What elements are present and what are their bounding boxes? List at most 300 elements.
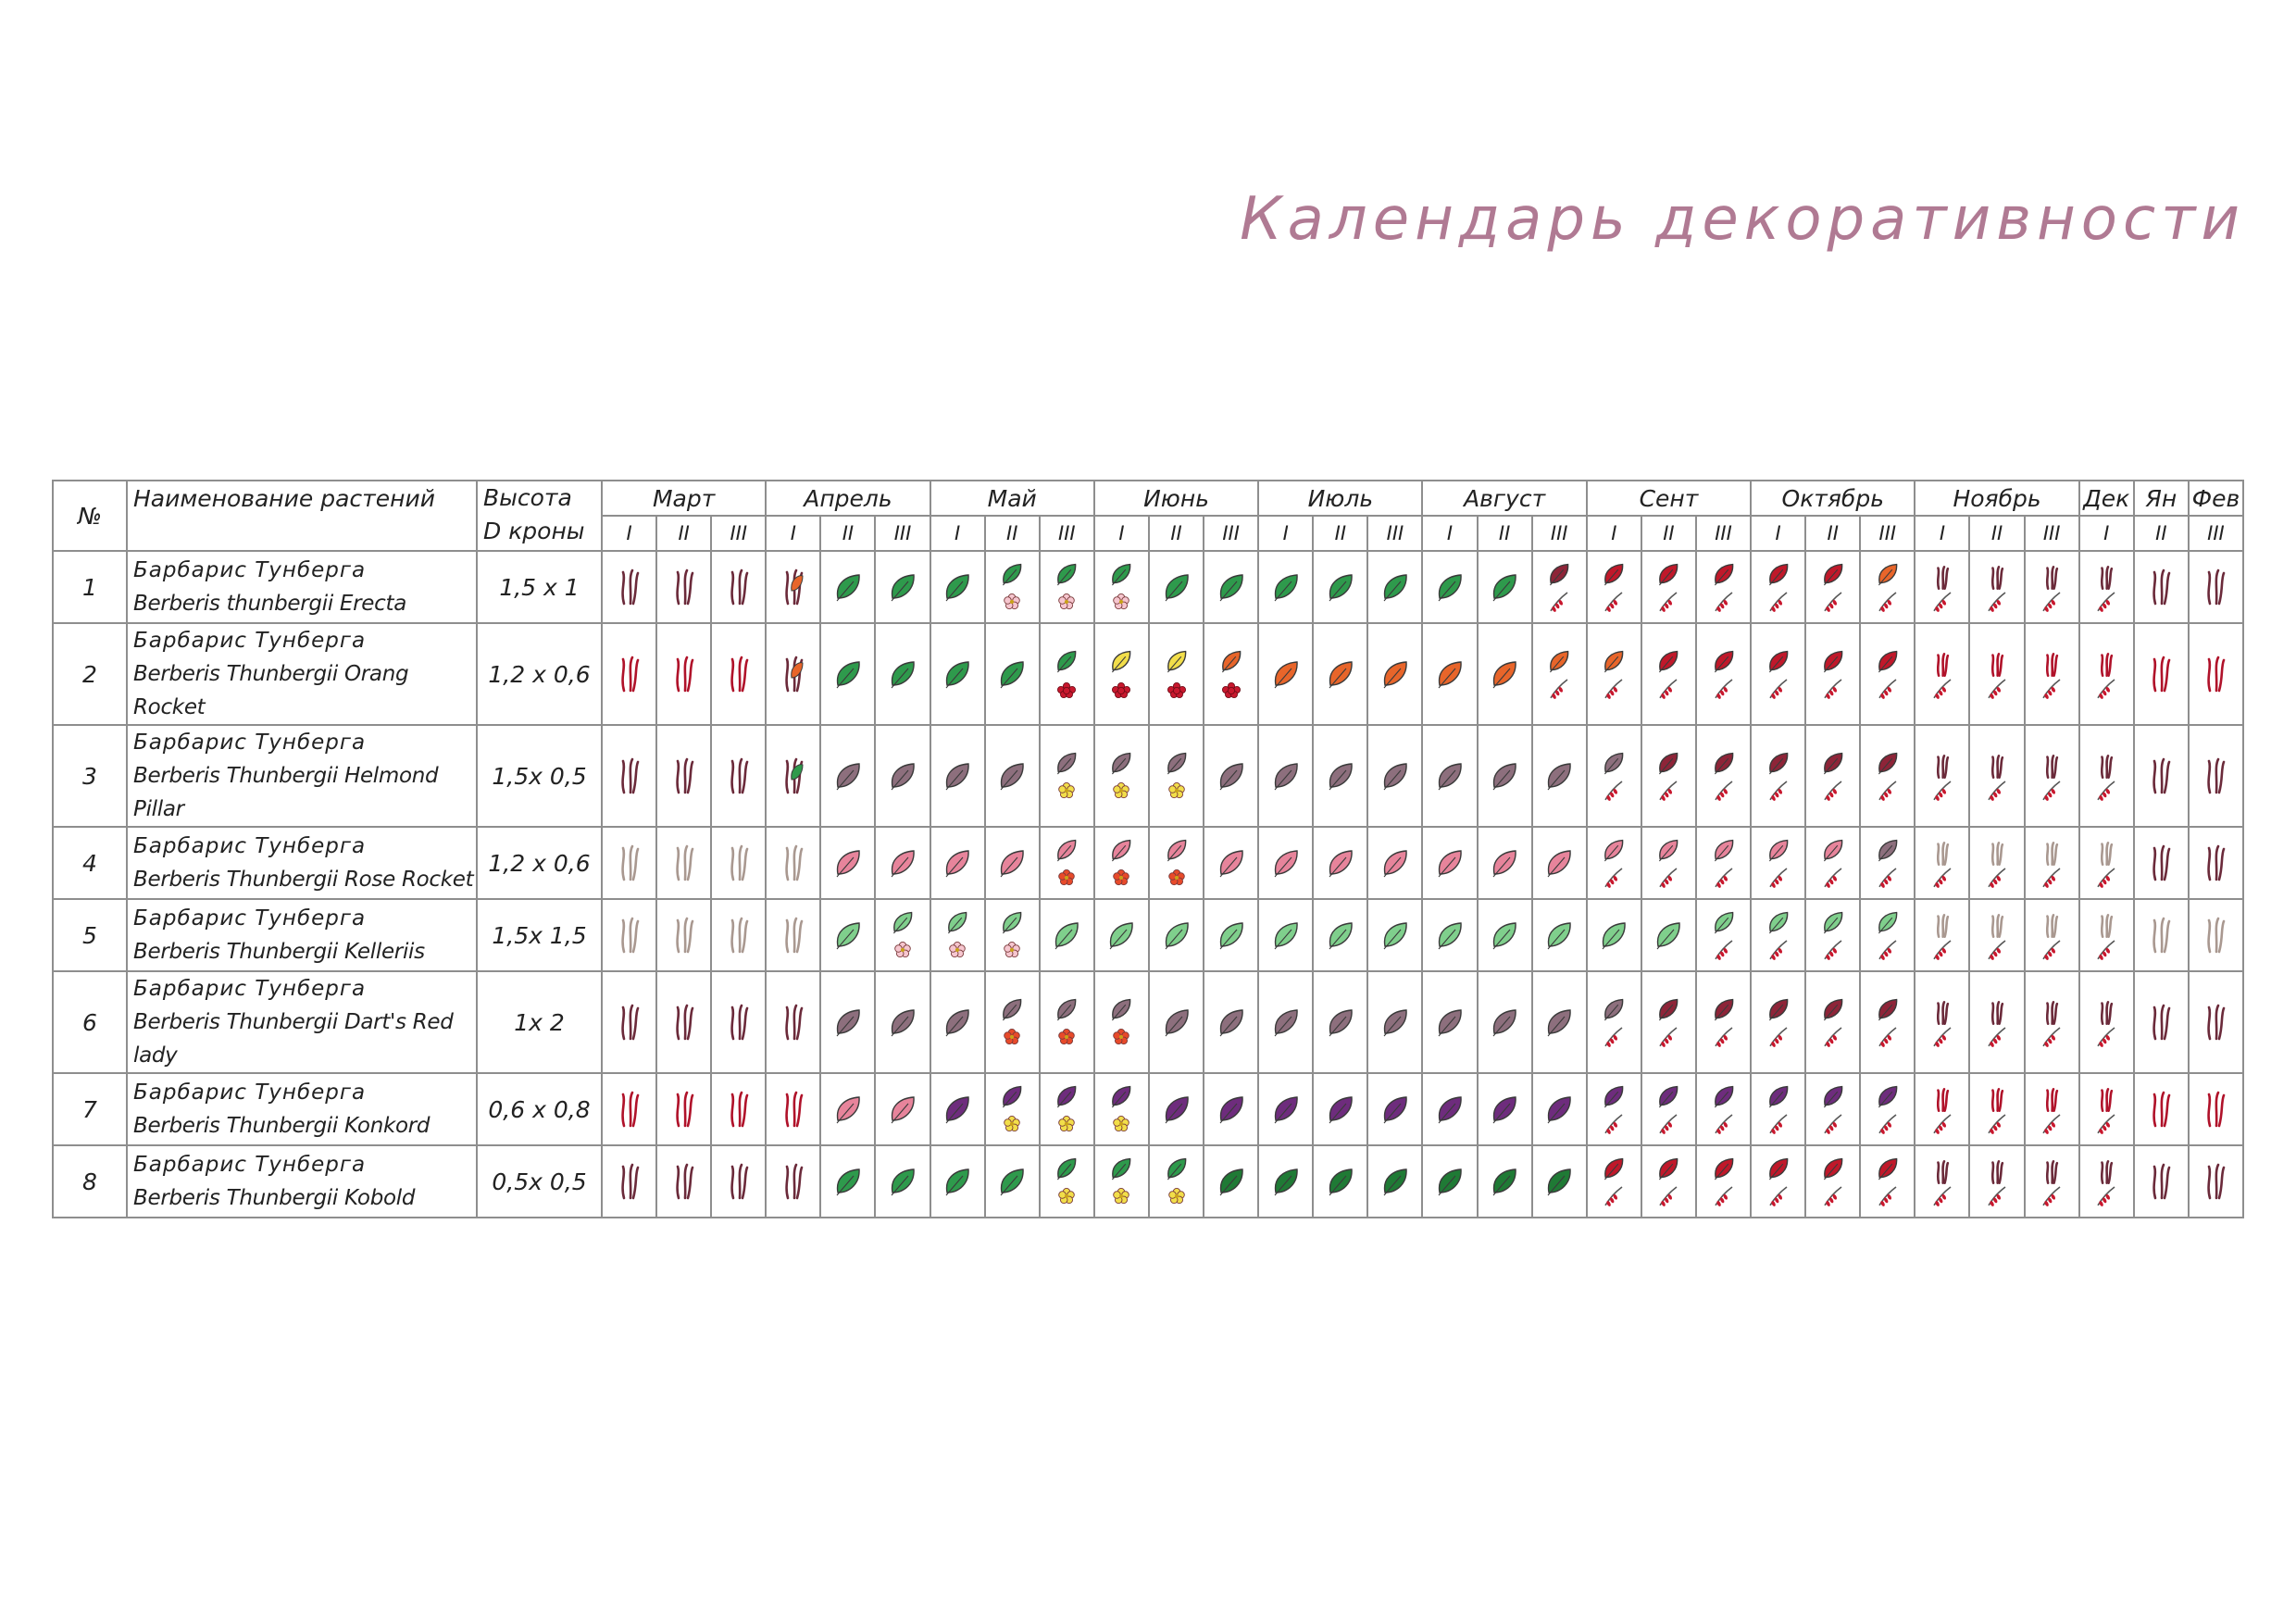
leaf-mark	[1440, 764, 1462, 787]
symbol-leaf	[946, 764, 968, 790]
branch-mark	[786, 846, 801, 880]
decade-cell	[1204, 1073, 1258, 1145]
decade-cell	[656, 1145, 711, 1218]
decade-cell	[1204, 971, 1258, 1073]
decade-cell	[1751, 551, 1805, 623]
symbol-leaf_twig	[1878, 913, 1896, 961]
plant-name-cell	[127, 971, 477, 1073]
symbol-leaf_twig	[1878, 841, 1896, 889]
leaf-mark	[1004, 565, 1021, 583]
symbol-twig	[1989, 1161, 2005, 1206]
decade-cell	[1367, 971, 1422, 1073]
decade-cell	[1860, 551, 1915, 623]
header-decade: I	[1094, 516, 1149, 551]
decade-symbol	[1205, 1076, 1257, 1143]
decade-cell	[985, 725, 1040, 827]
symbol-leaf	[1110, 923, 1132, 949]
symbol-leaf_twig	[1715, 1159, 1732, 1207]
symbol-leaf	[892, 662, 914, 688]
symbol-leaf_flower	[1004, 1087, 1021, 1131]
branch-mark	[2102, 756, 2112, 777]
leaf-mark	[1384, 1169, 1406, 1193]
leaf-mark	[947, 575, 969, 598]
leaf-mark	[892, 1169, 915, 1193]
symbol-leaf_twig	[1715, 565, 1732, 613]
symbol-leaf_twig	[1715, 652, 1732, 700]
decade-symbol	[1971, 554, 2023, 620]
decade-symbol	[713, 830, 765, 896]
decade-cell	[1422, 551, 1477, 623]
decade-symbol	[931, 830, 983, 896]
decade-symbol	[877, 641, 929, 707]
plant-name-cell	[127, 1145, 477, 1218]
plant-name-latin: Berberis Thunbergii Rose Rocket	[133, 868, 474, 892]
symbol-bare	[786, 1165, 801, 1198]
decade-cell	[1367, 1073, 1422, 1145]
leaf-mark	[947, 1097, 969, 1120]
decade-symbol	[2190, 1148, 2241, 1215]
leaf-mark	[1879, 1000, 1897, 1018]
decade-cell	[1696, 551, 1751, 623]
decade-symbol	[713, 554, 765, 620]
branch-mark	[2209, 657, 2224, 691]
decade-cell	[875, 899, 930, 971]
decade-cell	[1587, 725, 1641, 827]
symbol-leaf_twig	[1660, 565, 1678, 613]
table-row	[53, 971, 2243, 1073]
branch-mark	[731, 1093, 746, 1126]
decade-cell	[711, 623, 766, 725]
symbol-leaf_twig	[1660, 1000, 1678, 1048]
decade-symbol	[2135, 989, 2187, 1056]
decade-symbol	[1315, 1076, 1366, 1143]
branch-mark	[2102, 1161, 2112, 1182]
symbol-twig	[2043, 915, 2060, 960]
berries-mark	[1222, 682, 1240, 697]
decade-cell	[1915, 827, 1969, 899]
symbol-leaf	[1275, 662, 1297, 688]
decade-cell	[2134, 971, 2189, 1073]
decade-cell	[2079, 1145, 2134, 1218]
decade-cell	[1204, 1145, 1258, 1218]
flower-mark	[1059, 1188, 1075, 1203]
leaf-mark	[892, 1097, 915, 1120]
decade-cell	[930, 1073, 985, 1145]
plant-name-russian: Барбарис Тунберга	[133, 906, 367, 931]
symbol-leaf	[1548, 1010, 1570, 1036]
leaf-mark	[1494, 662, 1516, 685]
symbol-leaf	[1220, 923, 1242, 949]
decade-cell	[1149, 899, 1204, 971]
leaf-mark	[1879, 652, 1897, 670]
symbol-leaf	[1439, 662, 1461, 688]
decade-cell	[1532, 725, 1587, 827]
decade-cell	[875, 827, 930, 899]
header-month: Апрель	[766, 481, 930, 516]
decade-cell	[1915, 1073, 1969, 1145]
decade-symbol	[2135, 830, 2187, 896]
decade-symbol	[877, 830, 929, 896]
plant-name-russian: Барбарис Тунберга	[133, 558, 367, 582]
decade-cell	[930, 551, 985, 623]
header-decade: I	[1587, 516, 1641, 551]
symbol-leaf	[1493, 923, 1516, 949]
leaf-mark	[1769, 1159, 1787, 1178]
symbol-bare	[622, 1165, 637, 1198]
leaf-mark	[1004, 1087, 1021, 1106]
symbol-leaf	[1439, 1010, 1461, 1036]
plant-name-cell	[127, 725, 477, 827]
decade-symbol	[713, 743, 765, 809]
leaf-mark	[1384, 1010, 1406, 1033]
leaf-mark	[1329, 575, 1352, 598]
decade-cell	[1422, 827, 1477, 899]
symbol-bare	[786, 918, 801, 952]
decade-symbol	[931, 641, 983, 707]
symbol-leaf_flower	[1167, 841, 1185, 885]
symbol-leaf	[946, 662, 968, 688]
decade-cell	[1915, 1145, 1969, 1218]
decade-symbol	[1041, 743, 1092, 809]
leaf-mark	[892, 662, 915, 685]
header-decade: II	[656, 516, 711, 551]
decade-cell	[711, 899, 766, 971]
symbol-leaf_twig	[1878, 565, 1896, 613]
decade-symbol	[1642, 641, 1694, 707]
branch-mark	[731, 1165, 746, 1198]
decade-symbol	[658, 902, 710, 968]
decade-symbol	[986, 554, 1038, 620]
decade-cell	[1149, 623, 1204, 725]
decade-symbol	[1862, 743, 1914, 809]
decade-symbol	[1315, 989, 1366, 1056]
plant-name-russian: Барбарис Тунберга	[133, 834, 367, 858]
header-month: Август	[1422, 481, 1586, 516]
symbol-twig	[2098, 1002, 2115, 1047]
decade-cell	[1696, 1145, 1751, 1218]
branch-mark	[622, 846, 637, 880]
decade-symbol	[1971, 830, 2023, 896]
decade-cell	[711, 551, 766, 623]
decade-cell	[711, 1073, 766, 1145]
decade-symbol	[931, 1148, 983, 1215]
header-decade: I	[1422, 516, 1477, 551]
decade-cell	[2134, 725, 2189, 827]
branch-mark	[2102, 915, 2112, 936]
symbol-leaf	[1166, 1010, 1188, 1036]
decade-symbol	[877, 989, 929, 1056]
decade-cell	[1094, 623, 1149, 725]
leaf-mark	[837, 851, 859, 874]
decade-cell	[1641, 971, 1696, 1073]
leaf-mark	[1605, 754, 1623, 772]
symbol-leaf_twig	[1605, 1000, 1623, 1048]
flower-mark	[1114, 1029, 1129, 1043]
decade-symbol	[1971, 989, 2023, 1056]
symbol-leaf_twig	[1878, 1000, 1896, 1048]
symbol-leaf	[946, 1169, 968, 1195]
leaf-mark	[1660, 841, 1678, 859]
decade-cell	[1422, 1073, 1477, 1145]
symbol-bare	[677, 846, 692, 880]
leaf-mark	[1440, 1097, 1462, 1120]
decade-symbol	[1862, 1076, 1914, 1143]
symbol-leaf	[1548, 1169, 1570, 1195]
decade-cell	[1587, 827, 1641, 899]
decade-symbol	[1151, 743, 1203, 809]
symbol-leaf_flower	[893, 913, 911, 957]
symbol-leaf	[946, 1010, 968, 1036]
decade-cell	[820, 971, 875, 1073]
symbol-leaf_flower	[1004, 565, 1021, 609]
leaf-mark	[1551, 652, 1568, 670]
flower-mark	[1114, 869, 1129, 884]
decade-cell	[820, 1145, 875, 1218]
symbol-leaf	[1001, 662, 1023, 688]
branch-mark	[731, 1006, 746, 1039]
symbol-leaf	[1384, 923, 1406, 949]
symbol-leaf	[1275, 1097, 1297, 1123]
branch-mark	[1938, 1089, 1948, 1110]
symbol-leaf_flower	[1113, 1087, 1130, 1131]
flower-mark	[1114, 782, 1129, 797]
decade-symbol	[1807, 830, 1859, 896]
leaf-mark	[1605, 1000, 1623, 1018]
leaf-mark	[1715, 1159, 1732, 1178]
leaf-mark	[1384, 662, 1406, 685]
decade-symbol	[1753, 1076, 1804, 1143]
leaf-mark	[1166, 575, 1188, 598]
leaf-mark	[1715, 652, 1732, 670]
decade-cell	[820, 1073, 875, 1145]
header-decade: III	[1204, 516, 1258, 551]
symbol-leaf	[1493, 1010, 1516, 1036]
decade-cell	[1313, 725, 1367, 827]
leaf-mark	[1825, 1000, 1842, 1018]
decade-cell	[766, 725, 820, 827]
decade-cell	[875, 1145, 930, 1218]
decade-symbol	[1533, 743, 1585, 809]
leaf-mark	[1440, 1169, 1462, 1193]
branch-mark	[622, 570, 637, 604]
decade-symbol	[1479, 902, 1530, 968]
decade-symbol	[1424, 743, 1476, 809]
header-decade: II	[1641, 516, 1696, 551]
decade-symbol	[1533, 1076, 1585, 1143]
decade-symbol	[767, 830, 819, 896]
decade-symbol	[1095, 554, 1147, 620]
decade-cell	[1532, 551, 1587, 623]
decade-cell	[1422, 623, 1477, 725]
decade-symbol	[1588, 830, 1640, 896]
leaf-mark	[1494, 851, 1516, 874]
symbol-leaf	[1220, 851, 1242, 877]
leaf-mark	[1549, 851, 1571, 874]
decade-cell	[1751, 899, 1805, 971]
decade-symbol	[1205, 641, 1257, 707]
branch-mark	[786, 1165, 801, 1198]
header-decade: III	[1040, 516, 1094, 551]
header-decade: II	[1149, 516, 1204, 551]
decade-cell	[1258, 1145, 1313, 1218]
header-decade: II	[1969, 516, 2024, 551]
branch-mark	[2102, 1089, 2112, 1110]
decade-symbol	[1971, 743, 2023, 809]
decade-symbol	[1588, 902, 1640, 968]
decade-cell	[1532, 899, 1587, 971]
symbol-leaf_twig	[1824, 1159, 1841, 1207]
header-month: Сент	[1587, 481, 1751, 516]
symbol-leaf_twig	[1824, 913, 1841, 961]
symbol-bare	[731, 918, 746, 952]
leaf-mark	[1551, 565, 1568, 583]
symbol-leaf	[1384, 1169, 1406, 1195]
leaf-mark	[837, 1097, 859, 1120]
symbol-leaf_flower	[1058, 754, 1076, 798]
symbol-bare	[2209, 1165, 2224, 1198]
leaf-mark	[1329, 662, 1352, 685]
leaf-mark	[1494, 575, 1516, 598]
decade-symbol	[2190, 641, 2241, 707]
decade-cell	[1258, 551, 1313, 623]
decade-symbol	[1642, 902, 1694, 968]
header-decade: III	[1532, 516, 1587, 551]
decade-symbol	[1916, 1076, 1968, 1143]
symbol-leaf	[1220, 764, 1242, 790]
leaf-mark	[1549, 1010, 1571, 1033]
branch-mark	[622, 918, 637, 952]
leaf-mark	[1166, 923, 1188, 946]
decade-cell	[1860, 623, 1915, 725]
branch-mark	[2154, 759, 2169, 793]
leaf-mark	[947, 1169, 969, 1193]
symbol-twig	[2098, 843, 2115, 888]
decade-symbol	[931, 743, 983, 809]
leaf-mark	[1058, 652, 1076, 670]
symbol-leaf	[1166, 575, 1188, 601]
leaf-mark	[1549, 1097, 1571, 1120]
decade-cell	[930, 1145, 985, 1218]
flower-mark	[1114, 1188, 1129, 1203]
symbol-leaf	[1439, 1169, 1461, 1195]
decade-cell	[2025, 827, 2079, 899]
decade-symbol	[1095, 830, 1147, 896]
symbol-twig	[1934, 654, 1951, 699]
decade-symbol	[877, 902, 929, 968]
header-height-crown	[477, 481, 602, 551]
decade-symbol	[1151, 902, 1203, 968]
decade-cell	[1040, 1073, 1094, 1145]
height-crown-value: 1x 2	[477, 971, 602, 1073]
header-decade: III	[2189, 516, 2243, 551]
leaf-mark	[1715, 841, 1732, 859]
symbol-twig	[1934, 1089, 1951, 1134]
leaf-mark	[1329, 1010, 1352, 1033]
branch-mark	[1938, 915, 1948, 936]
decade-cell	[1860, 1145, 1915, 1218]
leaf-mark	[1825, 841, 1842, 859]
decade-cell	[1969, 1073, 2024, 1145]
decade-cell	[1478, 971, 1532, 1073]
decade-cell	[656, 827, 711, 899]
symbol-leaf_flower	[1113, 565, 1130, 609]
decade-cell	[2189, 551, 2243, 623]
symbol-leaf	[946, 1097, 968, 1123]
decade-cell	[1313, 1073, 1367, 1145]
decade-cell	[656, 551, 711, 623]
branch-mark	[2154, 570, 2169, 604]
symbol-leaf	[837, 1097, 859, 1123]
leaf-mark	[1222, 652, 1240, 670]
leaf-mark	[1440, 575, 1462, 598]
symbol-leaf_twig	[1878, 754, 1896, 802]
decade-symbol	[2080, 902, 2132, 968]
decade-symbol	[2080, 641, 2132, 707]
decade-cell	[766, 827, 820, 899]
symbol-twig	[2043, 1002, 2060, 1047]
symbol-twig	[1934, 1161, 1951, 1206]
leaf-mark	[1549, 1169, 1571, 1193]
decade-cell	[1587, 899, 1641, 971]
leaf-mark	[1494, 1097, 1516, 1120]
decade-cell	[1313, 827, 1367, 899]
decade-symbol	[713, 989, 765, 1056]
leaf-mark	[1058, 1159, 1076, 1178]
decade-symbol	[1260, 989, 1312, 1056]
symbol-leaf	[1275, 923, 1297, 949]
leaf-mark	[1275, 1010, 1297, 1033]
branch-mark	[2102, 654, 2112, 675]
decade-cell	[1040, 725, 1094, 827]
decade-cell	[1367, 725, 1422, 827]
decade-symbol	[822, 902, 874, 968]
leaf-mark	[1715, 565, 1732, 583]
decade-symbol	[767, 989, 819, 1056]
decade-cell	[2189, 1073, 2243, 1145]
branch-mark	[677, 570, 692, 604]
decade-symbol	[2026, 902, 2078, 968]
decade-symbol	[986, 830, 1038, 896]
flower-mark	[1059, 593, 1075, 608]
symbol-leaf_twig	[1605, 754, 1623, 802]
branch-mark	[731, 759, 746, 793]
table-row	[53, 551, 2243, 623]
leaf-mark	[1167, 841, 1185, 859]
header-decade: III	[711, 516, 766, 551]
symbol-leaf	[1548, 923, 1570, 949]
decade-cell	[656, 725, 711, 827]
decade-symbol	[767, 1076, 819, 1143]
leaf-mark	[1275, 1097, 1297, 1120]
leaf-mark	[1715, 913, 1732, 931]
header-decade: I	[1751, 516, 1805, 551]
decade-cell	[1915, 725, 1969, 827]
decade-symbol	[1369, 641, 1421, 707]
decade-symbol	[1588, 1148, 1640, 1215]
decade-symbol	[2190, 989, 2241, 1056]
decade-symbol	[1588, 989, 1640, 1056]
row-number: 6	[53, 971, 127, 1073]
decade-cell	[2134, 623, 2189, 725]
symbol-leaf	[1275, 575, 1297, 601]
decade-cell	[656, 623, 711, 725]
symbol-leaf	[837, 923, 859, 949]
leaf-mark	[1605, 1087, 1623, 1106]
decade-symbol	[1369, 1148, 1421, 1215]
decade-symbol	[1588, 1076, 1640, 1143]
decade-symbol	[822, 743, 874, 809]
plant-name-cell	[127, 899, 477, 971]
